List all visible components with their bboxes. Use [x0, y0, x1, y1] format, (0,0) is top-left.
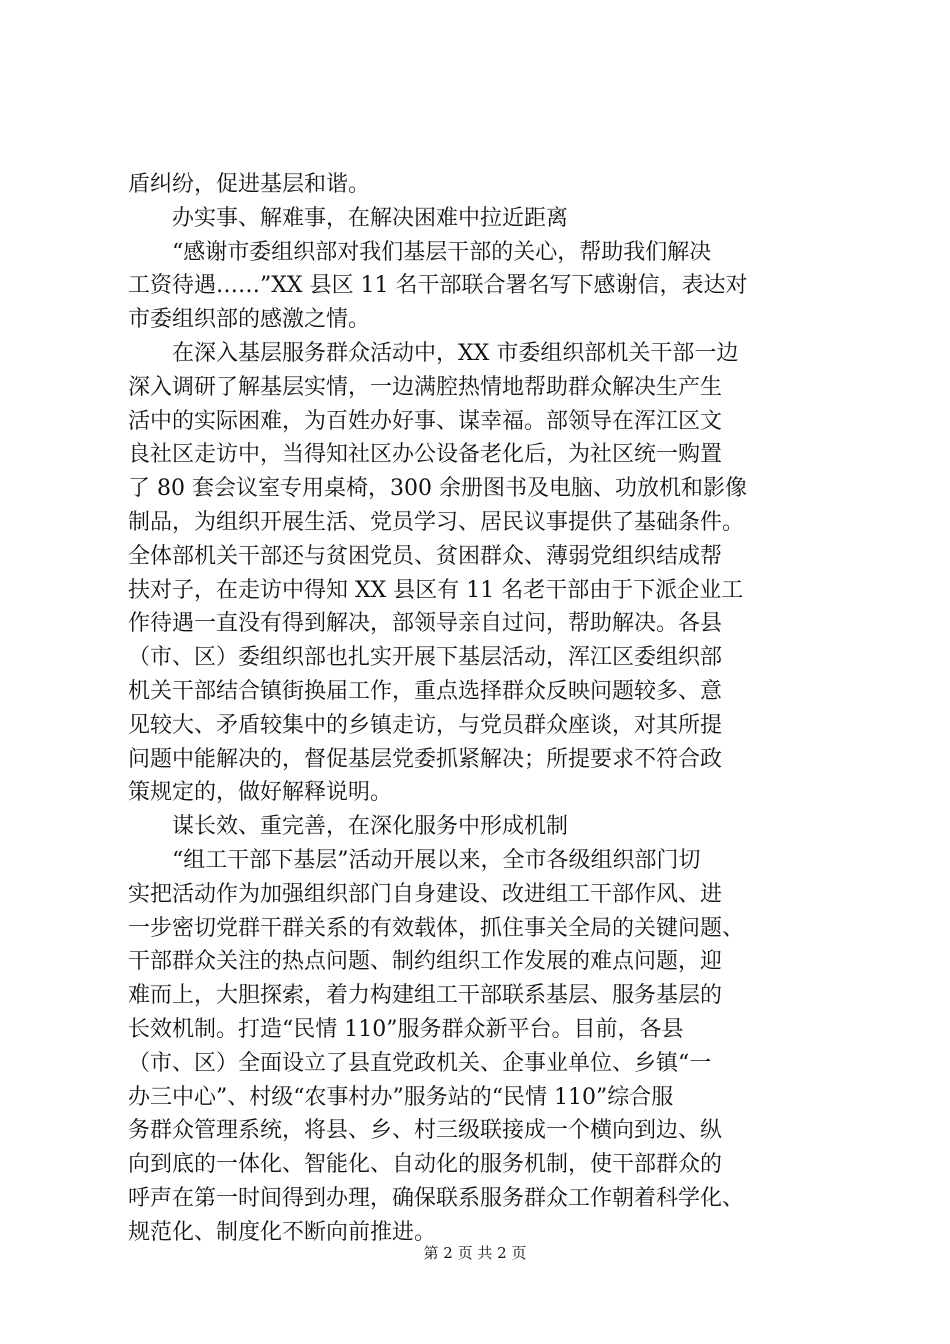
text-line: 问题中能解决的，督促基层党委抓紧解决；所提要求不符合政	[128, 746, 723, 772]
text-line: 办三中心”、村级“农事村办”服务站的“民情 110”综合服	[128, 1084, 674, 1110]
text-line: “感谢市委组织部对我们基层干部的关心，帮助我们解决	[128, 239, 712, 265]
text-line: 盾纠纷，促进基层和谐。	[128, 172, 371, 197]
text-line: 良社区走访中，当得知社区办公设备老化后，为社区统一购置	[128, 442, 723, 468]
text-line: 全体部机关干部还与贫困党员、贫困群众、薄弱党组织结成帮	[128, 543, 723, 569]
text-line: 深入调研了解基层实情，一边满腔热情地帮助群众解决生产生	[128, 374, 723, 400]
text-line: 务群众管理系统，将县、乡、村三级联接成一个横向到边、纵	[128, 1118, 723, 1144]
text-line: 在深入基层服务群众活动中，XX 市委组织部机关干部一边	[128, 340, 739, 366]
text-line: 市委组织部的感激之情。	[128, 307, 371, 333]
text-line: 了 80 套会议室专用桌椅，300 余册图书及电脑、功放机和影像	[128, 476, 747, 502]
text-line: 实把活动作为加强组织部门自身建设、改进组工干部作风、进	[128, 881, 723, 907]
text-line: 策规定的，做好解释说明。	[128, 780, 393, 806]
text-line: 作待遇一直没有得到解决，部领导亲自过问，帮助解决。各县	[128, 611, 723, 637]
text-line: 一步密切党群干群关系的有效载体，抓住事关全局的关键问题、	[128, 915, 745, 941]
text-line: 工资待遇……”XX 县区 11 名干部联合署名写下感谢信，表达对	[128, 273, 748, 299]
text-line: “组工干部下基层”活动开展以来，全市各级组织部门切	[128, 847, 701, 873]
page-footer: 第 2 页 共 2 页	[423, 1244, 527, 1262]
text-line: 制品，为组织开展生活、党员学习、居民议事提供了基础条件。	[128, 509, 745, 535]
text-line: 规范化、制度化不断向前推进。	[128, 1219, 437, 1245]
text-line: 呼声在第一时间得到办理，确保联系服务群众工作朝着科学化、	[128, 1185, 745, 1211]
text-line: 活中的实际困难，为百姓办好事、谋幸福。部领导在浑江区文	[128, 408, 723, 434]
text-line: 长效机制。打造“民情 110”服务群众新平台。目前，各县	[128, 1016, 684, 1042]
text-line: 扶对子，在走访中得知 XX 县区有 11 名老干部由于下派企业工	[128, 577, 744, 603]
text-line: 机关干部结合镇街换届工作，重点选择群众反映问题较多、意	[128, 678, 723, 704]
text-line: 难而上，大胆探索，着力构建组工干部联系基层、服务基层的	[128, 983, 723, 1009]
text-line: 干部群众关注的热点问题、制约组织工作发展的难点问题，迎	[128, 949, 723, 975]
text-line: 向到底的一体化、智能化、自动化的服务机制，使干部群众的	[128, 1152, 723, 1178]
text-line: （市、区）委组织部也扎实开展下基层活动，浑江区委组织部	[128, 645, 723, 671]
text-line: 谋长效、重完善，在深化服务中形成机制	[128, 814, 569, 840]
body-text	[128, 168, 828, 1250]
text-line: （市、区）全面设立了县直党政机关、企事业单位、乡镇“一	[128, 1050, 712, 1076]
text-line: 见较大、矛盾较集中的乡镇走访，与党员群众座谈，对其所提	[128, 712, 723, 738]
text-line: 办实事、解难事，在解决困难中拉近距离	[128, 205, 569, 231]
